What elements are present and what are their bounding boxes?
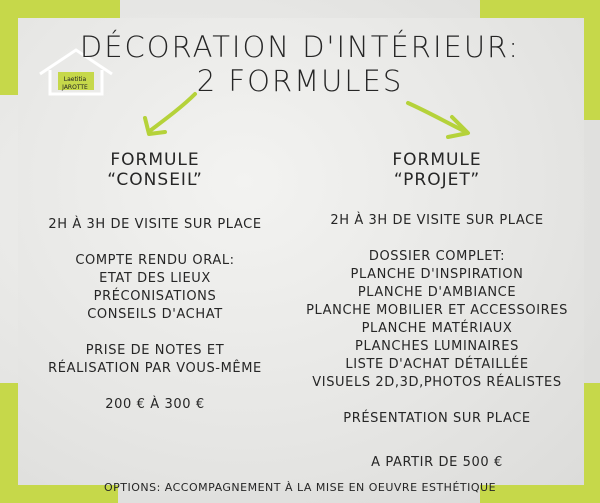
list-item: LISTE D'ACHAT DÉTAILLÉE	[345, 357, 529, 372]
list-item: ETAT DES LIEUX	[99, 271, 211, 286]
dossier-heading: DOSSIER COMPLET:	[368, 249, 506, 264]
logo-line-2: JAROTTE	[62, 84, 88, 91]
visit-duration: 2H À 3H DE VISITE SUR PLACE	[330, 213, 544, 228]
list-item: PLANCHE MATÉRIAUX	[361, 321, 513, 336]
list-item: PLANCHE MOBILIER ET ACCESSOIRES	[306, 303, 568, 318]
formula-conseil-name: “CONSEIL”	[107, 170, 203, 190]
page-subtitle: 2 FORMULES	[196, 64, 404, 98]
list-item: VISUELS 2D,3D,PHOTOS RÉALISTES	[312, 375, 562, 390]
list-item: PLANCHE D'AMBIANCE	[357, 285, 517, 300]
list-item: PLANCHE D'INSPIRATION	[350, 267, 524, 282]
logo-line-1: Laetitia	[63, 76, 87, 83]
arrow-right-icon	[402, 95, 482, 145]
formula-projet-name: “PROJET”	[393, 170, 481, 190]
formula-conseil	[30, 150, 280, 414]
list-item: PLANCHES LUMINAIRES	[355, 339, 519, 354]
options-footer: OPTIONS: ACCOMPAGNEMENT À LA MISE EN OEUVRE ESTHÉTIQUE	[103, 481, 497, 494]
price: 200 € À 300 €	[105, 397, 205, 412]
formula-projet	[292, 150, 582, 472]
formula-conseil-label: FORMULE	[110, 150, 200, 170]
visit-duration: 2H À 3H DE VISITE SUR PLACE	[48, 217, 262, 232]
list-item: PRÉCONISATIONS	[93, 289, 217, 304]
notes-line-2: RÉALISATION PAR VOUS-MÊME	[48, 361, 262, 376]
list-item: CONSEILS D'ACHAT	[87, 307, 223, 322]
notes-line-1: PRISE DE NOTES ET	[85, 343, 225, 358]
page-title: DÉCORATION D'INTÉRIEUR:	[79, 30, 521, 64]
report-heading: COMPTE RENDU ORAL:	[75, 253, 235, 268]
presentation: PRÉSENTATION SUR PLACE	[343, 411, 531, 426]
price: A PARTIR DE 500 €	[371, 455, 503, 470]
formula-projet-label: FORMULE	[392, 150, 482, 170]
arrow-left-icon	[135, 88, 205, 143]
